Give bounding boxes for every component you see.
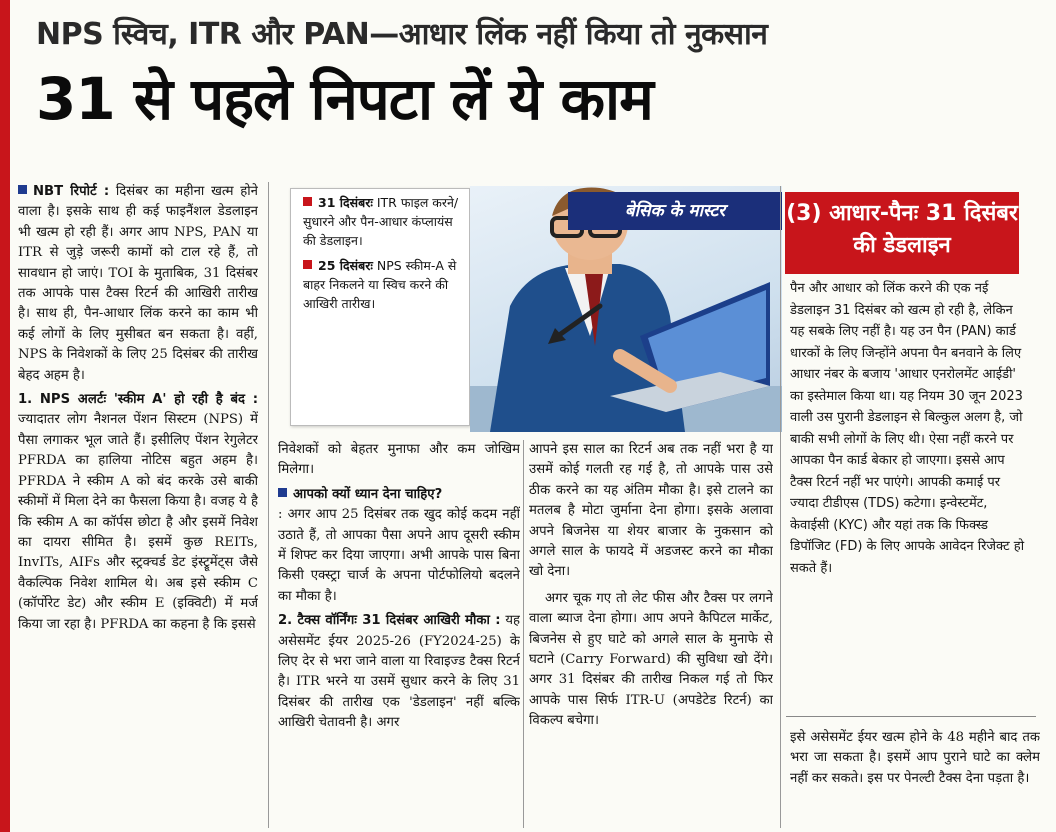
- article-column-3: [529, 440, 773, 828]
- red-accent-bar: [0, 0, 10, 832]
- key-date-item: [291, 189, 469, 252]
- key-date-text: ITR फाइल करने/सुधारने और पैन-आधार कंप्लायंस की डेडलाइन।: [303, 195, 459, 248]
- intro-text: दिसंबर का महीना खत्म होने वाला है। इसके साथ ही कई फाइनैंशल डेडलाइन भी खत्म हो रही हैं। अगर आप NPS, PAN या ITR से जुड़े जरूरी कामों को टाल रहे हैं, तो सावधान हो जाएं। TOI के मुताबिक, 31 दिसंबर तक आपके पास टैक्स रिटर्न की आखिरी तारीख है। साथ ही, पैन-आधार लिंक करने का काम भी कई लोगों के लिए मुसीबत बन सकता है। वहीं, NPS के निवेशकों के लिए 25 दिसंबर की तारीख बेहद अहम है।: [18, 184, 258, 383]
- article-column-4: [790, 278, 1030, 708]
- section-2-heading: 2. टैक्स वॉर्निंगः 31 दिसंबर आखिरी मौका :: [278, 613, 501, 629]
- kicker-headline: NPS स्विच, ITR और PAN—आधार लिंक नहीं किया तो नुकसान: [36, 17, 768, 52]
- key-date-lead: 31 दिसंबरः: [318, 195, 373, 210]
- column-2-body: : अगर आप 25 दिसंबर तक खुद कोई कदम नहीं उठाते हैं, तो आपका पैसा अपने आप दूसरी स्कीम में शिफ्ट कर दिया जाएगा। अभी आपके पास बिना किसी एक्स्ट्रा चार्ज के अपना पोर्टफोलियो बदलने का मौका है।: [278, 507, 520, 604]
- intro-lead: NBT रिपोर्ट :: [33, 184, 110, 199]
- section-1-text: ज्यादातर लोग नैशनल पेंशन सिस्टम (NPS) में पैसा लगाकर भूल जाते हैं। इसीलिए पेंशन रेगुलेटर PFRDA का हालिया नोटिस बहुत अहम है। PFRDA ने स्कीम A को बंद करके उसे बाकी स्कीमों में मिला देने का फैसला किया है। वजह ये है कि स्कीम A का कॉर्पस छोटा है और इसमें निवेश का दायरा सीमित है। इसमें कुछ REITs, InvITs, AIFs और स्ट्रक्चर्ड डेट इंस्ट्रूमेंट्स जैसे वैकल्पिक निवेश शामिल थे। अब इसे स्कीम C (कॉर्पोरेट डेट) और स्कीम E (इक्विटी) में मर्ज किया जा रहा है। PFRDA का कहना है कि इससे: [18, 412, 258, 632]
- sidebar-heading: (3) आधार-पैनः 31 दिसंबर की डेडलाइन: [785, 192, 1019, 274]
- subheading: आपको क्यों ध्यान देना चाहिए?: [293, 486, 443, 502]
- key-date-text: NPS स्कीम-A से बाहर निकलने या स्विच करने की आखिरी तारीख।: [303, 258, 457, 311]
- article-column-4-continued: [790, 728, 1040, 828]
- column-2-text: निवेशकों को बेहतर मुनाफा और कम जोखिम मिलेगा।: [278, 442, 520, 478]
- column-divider: [780, 186, 781, 828]
- square-bullet-icon: [278, 488, 287, 497]
- key-dates-box: [290, 188, 470, 426]
- key-date-item: [291, 252, 469, 315]
- red-square-bullet-icon: [303, 197, 312, 206]
- column-3-paragraph: आपने इस साल का रिटर्न अब तक नहीं भरा है या उसमें कोई गलती रह गई है, तो आपके पास उसे ठीक करने का यह अंतिम मौका है। इसे टालने का मतलब है मोटा जुर्माना देना होगा। इसके अलावा अपने बिजनेस या शेयर बाजार के नुकसान को अगले साल के फायदे में अडजस्ट करने का मौका खो देना।: [529, 442, 773, 580]
- section-badge: बेसिक के मास्टर: [568, 192, 782, 230]
- section-divider: [786, 716, 1036, 717]
- column-4-paragraph: इसे असेसमेंट ईयर खत्म होने के 48 महीने बाद तक भरा जा सकता है। इसमें आप पुराने घाटे का क्लेम नहीं कर सकते। इस पर पेनल्टी टैक्स देना पड़ता है।: [790, 730, 1040, 786]
- section-1-heading: 1. NPS अलर्टः 'स्कीम A' हो रही है बंद :: [18, 392, 258, 408]
- square-bullet-icon: [18, 185, 27, 194]
- article-column-2: [278, 440, 520, 828]
- main-headline: 31 से पहले निपटा लें ये काम: [36, 65, 653, 133]
- red-square-bullet-icon: [303, 260, 312, 269]
- article-column-1: [18, 182, 258, 828]
- section-2-text: यह असेसमेंट ईयर 2025-26 (FY2024-25) के लिए देर से भरा जाने वाला या रिवाइज्ड टैक्स रिटर्न है। ITR भरने या उसमें सुधार करने के लिए 31 दिसंबर की तारीख एक 'डेडलाइन' नहीं बल्कि आखिरी चेतावनी है। अगर: [278, 613, 520, 731]
- column-3-paragraph: अगर चूक गए तो लेट फीस और टैक्स पर लगने वाला ब्याज देना होगा। आप अपने कैपिटल मार्केट, बिजनेस से हुए घाटे को अगले साल के मुनाफे से घटाने (Carry Forward) की सुविधा खो देंगे। अगर 31 दिसंबर की तारीख निकल गई तो फिर आपके पास सिर्फ ITR-U (अपडेटेड रिटर्न) का विकल्प बचेगा।: [529, 590, 773, 729]
- column-divider: [523, 440, 524, 828]
- column-divider: [268, 182, 269, 828]
- column-4-paragraph: पैन और आधार को लिंक करने की एक नई डेडलाइन 31 दिसंबर को खत्म हो रही है, लेकिन यह सबके लिए नहीं है। यह उन पैन (PAN) कार्ड धारकों के लिए जिन्होंने अपना पैन बनवाने के लिए आधार नंबर के बजाय 'आधार एनरोलमेंट आईडी' का इस्तेमाल किया था। यह नियम 30 जून 2023 वाली उस पुरानी डेडलाइन से बिल्कुल अलग है, जो बाकी सभी लोगों के लिए थी। ऐसा नहीं करने पर आपका पैन कार्ड बेकार हो जाएगा। इससे आप टैक्स रिटर्न नहीं भर पाएंगे। आपकी कमाई पर ज्यादा टीडीएस (TDS) कटेगा। इन्वेस्टमेंट, केवाईसी (KYC) और यहां तक कि फिक्स्ड डिपॉजिट (FD) के लिए आपके आवेदन रिजेक्ट हो सकते हैं।: [790, 281, 1025, 576]
- key-date-lead: 25 दिसंबरः: [318, 258, 373, 273]
